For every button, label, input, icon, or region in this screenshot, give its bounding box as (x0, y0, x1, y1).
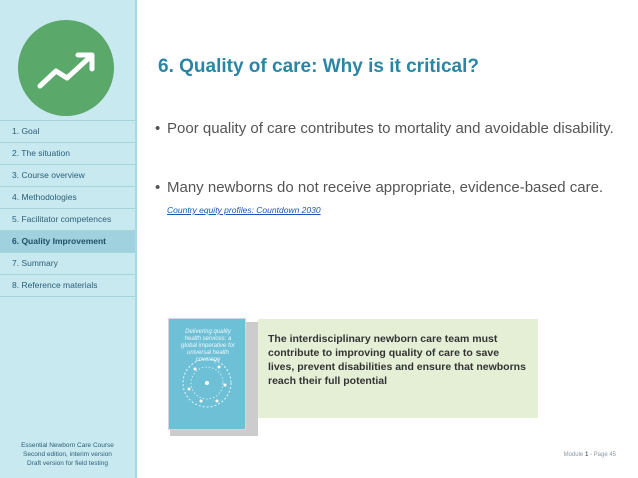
course-name: Essential Newborn Care Course (21, 442, 114, 449)
nav-item-methodologies[interactable]: 4. Methodologies (0, 186, 135, 208)
page-number: Page 45 (593, 452, 616, 458)
bullet-dot: • (155, 120, 161, 137)
countdown-2030-link[interactable]: Country equity profiles: Countdown 2030 (167, 205, 321, 215)
bullet-text: Poor quality of care contributes to mortality and avoidable disability. (167, 120, 614, 137)
bullet-item (155, 177, 615, 221)
footer-separator: - (589, 452, 592, 458)
book-cover-title: Delivering quality health services: a global imperative for universal health coverage (180, 329, 236, 363)
course-draft-note: Draft version for field testing (27, 460, 108, 467)
module-label: Module (563, 452, 584, 458)
nav-item-quality-improvement[interactable]: 6. Quality Improvement (0, 230, 135, 252)
sidebar-nav (0, 120, 135, 297)
key-message-callout (258, 319, 538, 418)
bullet-item (155, 118, 615, 139)
globe-illustration (181, 355, 233, 411)
book-cover-image (168, 318, 246, 430)
nav-item-summary[interactable]: 7. Summary (0, 252, 135, 274)
bullet-dot: • (155, 179, 161, 196)
nav-item-facilitator-competences[interactable]: 5. Facilitator competences (0, 208, 135, 230)
callout-text: The interdisciplinary newborn care team must contribute to improving quality of care to save lives, prevent disabilities and ensure that newborns reach their full potential (268, 333, 526, 387)
nav-item-reference-materials[interactable]: 8. Reference materials (0, 274, 135, 297)
course-edition: Second edition, interim version (23, 451, 112, 458)
bullet-text: Many newborns do not receive appropriate, evidence-based care. (167, 179, 604, 196)
trending-up-arrow-icon (18, 20, 114, 116)
sidebar-divider (135, 0, 137, 478)
nav-item-situation[interactable]: 2. The situation (0, 142, 135, 164)
page-title: 6. Quality of care: Why is it critical? (158, 56, 479, 77)
nav-item-course-overview[interactable]: 3. Course overview (0, 164, 135, 186)
page-footer (564, 452, 616, 458)
course-info (0, 441, 135, 468)
nav-item-goal[interactable]: 1. Goal (0, 120, 135, 142)
module-number: 1 (584, 452, 589, 458)
bullet-text-with-link (155, 177, 615, 221)
